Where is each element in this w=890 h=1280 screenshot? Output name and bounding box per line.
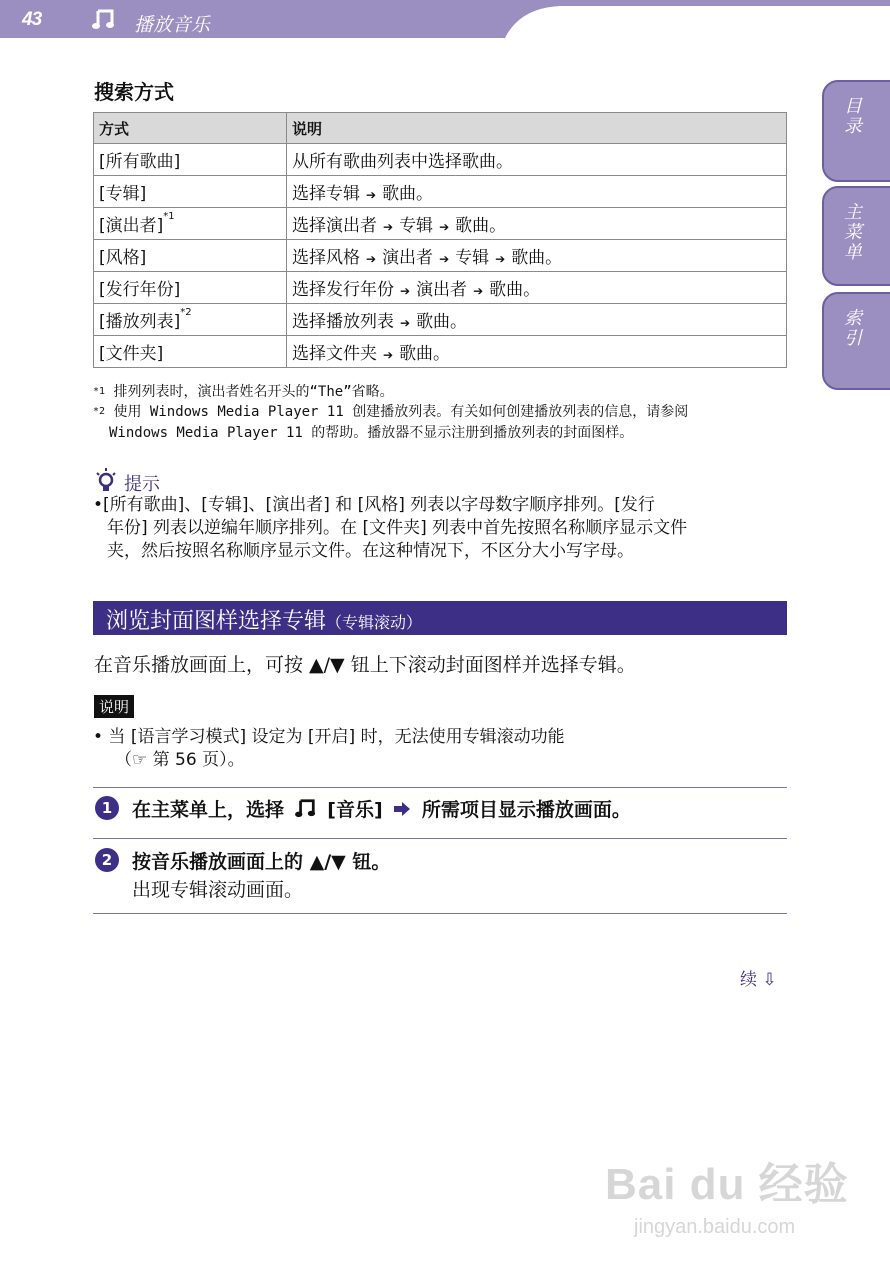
description-part: 演出者 [416, 280, 468, 300]
description-cell [287, 208, 787, 240]
description-part: 选择文件夹 [292, 344, 377, 364]
footnote-1-text: 排列列表时，演出者姓名开头的“The”省略。 [113, 384, 394, 400]
step-1-before: 在主菜单上，选择 [132, 799, 285, 821]
tip-label: 提示 [124, 474, 160, 495]
footnote-2-line-2: Windows Media Player 11 的帮助。播放器不显示注册到播放列表的封面图样。 [109, 425, 634, 441]
tip-text [93, 494, 785, 563]
step-1-text [132, 795, 631, 822]
table-body [94, 144, 787, 368]
description-part: 歌曲。 [455, 216, 507, 236]
table-row [94, 208, 787, 240]
description-part: 从所有歌曲列表中选择歌曲。 [292, 152, 513, 172]
arrow-right-icon: ➔ [473, 284, 484, 298]
tab-contents[interactable] [822, 80, 890, 182]
arrow-right-icon [393, 801, 411, 817]
tip-line-2: 年份] 列表以逆编年顺序排列。在 [文件夹] 列表中首先按照名称顺序显示文件 [107, 518, 688, 538]
footnote-2 [93, 402, 793, 422]
description-part: 专辑 [399, 216, 434, 236]
description-cell [287, 176, 787, 208]
description-part: 选择专辑 [292, 184, 360, 204]
column-header-method: 方式 [94, 113, 287, 144]
note-line-2: （☞ 第 56 页）。 [115, 750, 245, 770]
step-2-subtext: 出现专辑滚动画面。 [132, 879, 304, 901]
tab-contents-label: 目录 [841, 96, 862, 136]
header-title: 播放音乐 [134, 14, 211, 36]
note-badge: 说明 [94, 695, 134, 718]
step-1-music: [音乐] [327, 799, 383, 821]
arrow-right-icon: ➔ [366, 252, 377, 266]
tab-index[interactable] [822, 292, 890, 390]
banner-title-main: 浏览封面图样选择专辑 [106, 609, 327, 634]
method-cell [94, 176, 287, 208]
tab-index-label: 索引 [841, 308, 862, 348]
continued-label: 续 ⇩ [740, 970, 777, 990]
table-row [94, 272, 787, 304]
description-part: 歌曲。 [382, 184, 434, 204]
arrow-right-icon: ➔ [383, 220, 394, 234]
arrow-right-icon: ➔ [366, 188, 377, 202]
music-note-icon [92, 8, 116, 30]
section-title: 搜索方式 [94, 80, 174, 104]
step-1-end: 所需项目显示播放画面。 [421, 799, 631, 821]
method-cell [94, 208, 287, 240]
arrow-right-icon: ➔ [495, 252, 506, 266]
watermark-logo: Bai du 经验 [605, 1160, 849, 1209]
description-part: 歌曲。 [489, 280, 541, 300]
music-note-icon [295, 798, 317, 818]
method-cell [94, 144, 287, 176]
watermark-url: jingyan.baidu.com [634, 1216, 796, 1238]
divider [93, 913, 787, 914]
method-label: [演出者] [99, 216, 164, 236]
method-cell [94, 336, 287, 368]
tab-main-menu-label: 主菜单 [841, 202, 862, 262]
table-header-row [94, 113, 787, 144]
banner-subtitle: （专辑滚动） [326, 613, 423, 632]
description-cell [287, 144, 787, 176]
description-part: 歌曲。 [399, 344, 451, 364]
description-part: 选择风格 [292, 248, 360, 268]
method-cell [94, 240, 287, 272]
description-cell [287, 240, 787, 272]
step-1-number: 1 [95, 796, 119, 820]
tab-main-menu[interactable] [822, 186, 890, 286]
method-cell [94, 304, 287, 336]
table-row [94, 336, 787, 368]
tip-line-3: 夹，然后按照名称顺序显示文件。在这种情况下，不区分大小写字母。 [107, 541, 634, 561]
method-label: [播放列表] [99, 312, 181, 332]
method-cell [94, 272, 287, 304]
lightbulb-icon [94, 467, 118, 493]
description-part: 歌曲。 [416, 312, 468, 332]
table-row [94, 144, 787, 176]
column-header-description: 说明 [287, 113, 787, 144]
description-part: 选择播放列表 [292, 312, 394, 332]
description-part: 演出者 [382, 248, 434, 268]
method-label: [风格] [99, 248, 147, 268]
description-part: 专辑 [455, 248, 490, 268]
arrow-right-icon: ➔ [439, 220, 450, 234]
description-cell [287, 336, 787, 368]
intro-text: 在音乐播放画面上，可按 ▲/▼ 钮上下滚动封面图样并选择专辑。 [94, 654, 636, 676]
arrow-right-icon: ➔ [400, 316, 411, 330]
footnote-1-mark: *1 [93, 386, 106, 397]
step-2-number: 2 [95, 848, 119, 872]
description-part: 选择发行年份 [292, 280, 394, 300]
arrow-right-icon: ➔ [400, 284, 411, 298]
table-row [94, 304, 787, 336]
description-part: 歌曲。 [511, 248, 563, 268]
footnote-2-line-1: 使用 Windows Media Player 11 创建播放列表。有关如何创建播放列表的信息，请参阅 [113, 404, 689, 420]
table-row [94, 240, 787, 272]
footnote-1 [93, 382, 793, 402]
banner-title [106, 604, 422, 635]
divider [93, 838, 787, 839]
divider [93, 787, 787, 788]
description-cell [287, 304, 787, 336]
step-2-text: 按音乐播放画面上的 ▲/▼ 钮。 [132, 851, 391, 873]
arrow-right-icon: ➔ [439, 252, 450, 266]
method-label: [所有歌曲] [99, 152, 181, 172]
method-label: [发行年份] [99, 280, 181, 300]
note-text [93, 726, 785, 772]
page-number: 43 [22, 9, 42, 30]
footnote-mark: *2 [180, 307, 192, 318]
tip-line-1: •[所有歌曲]、[专辑]、[演出者] 和 [风格] 列表以字母数字顺序排列。[发行 [93, 495, 655, 515]
search-method-table [93, 112, 787, 368]
method-label: [专辑] [99, 184, 147, 204]
method-label: [文件夹] [99, 344, 164, 364]
note-line-1: • 当 [语言学习模式] 设定为 [开启] 时，无法使用专辑滚动功能 [93, 727, 565, 747]
footnote-mark: *1 [163, 211, 175, 222]
description-part: 选择演出者 [292, 216, 377, 236]
description-cell [287, 272, 787, 304]
footnote-2-mark: *2 [93, 406, 106, 417]
table-row [94, 176, 787, 208]
arrow-right-icon: ➔ [383, 348, 394, 362]
